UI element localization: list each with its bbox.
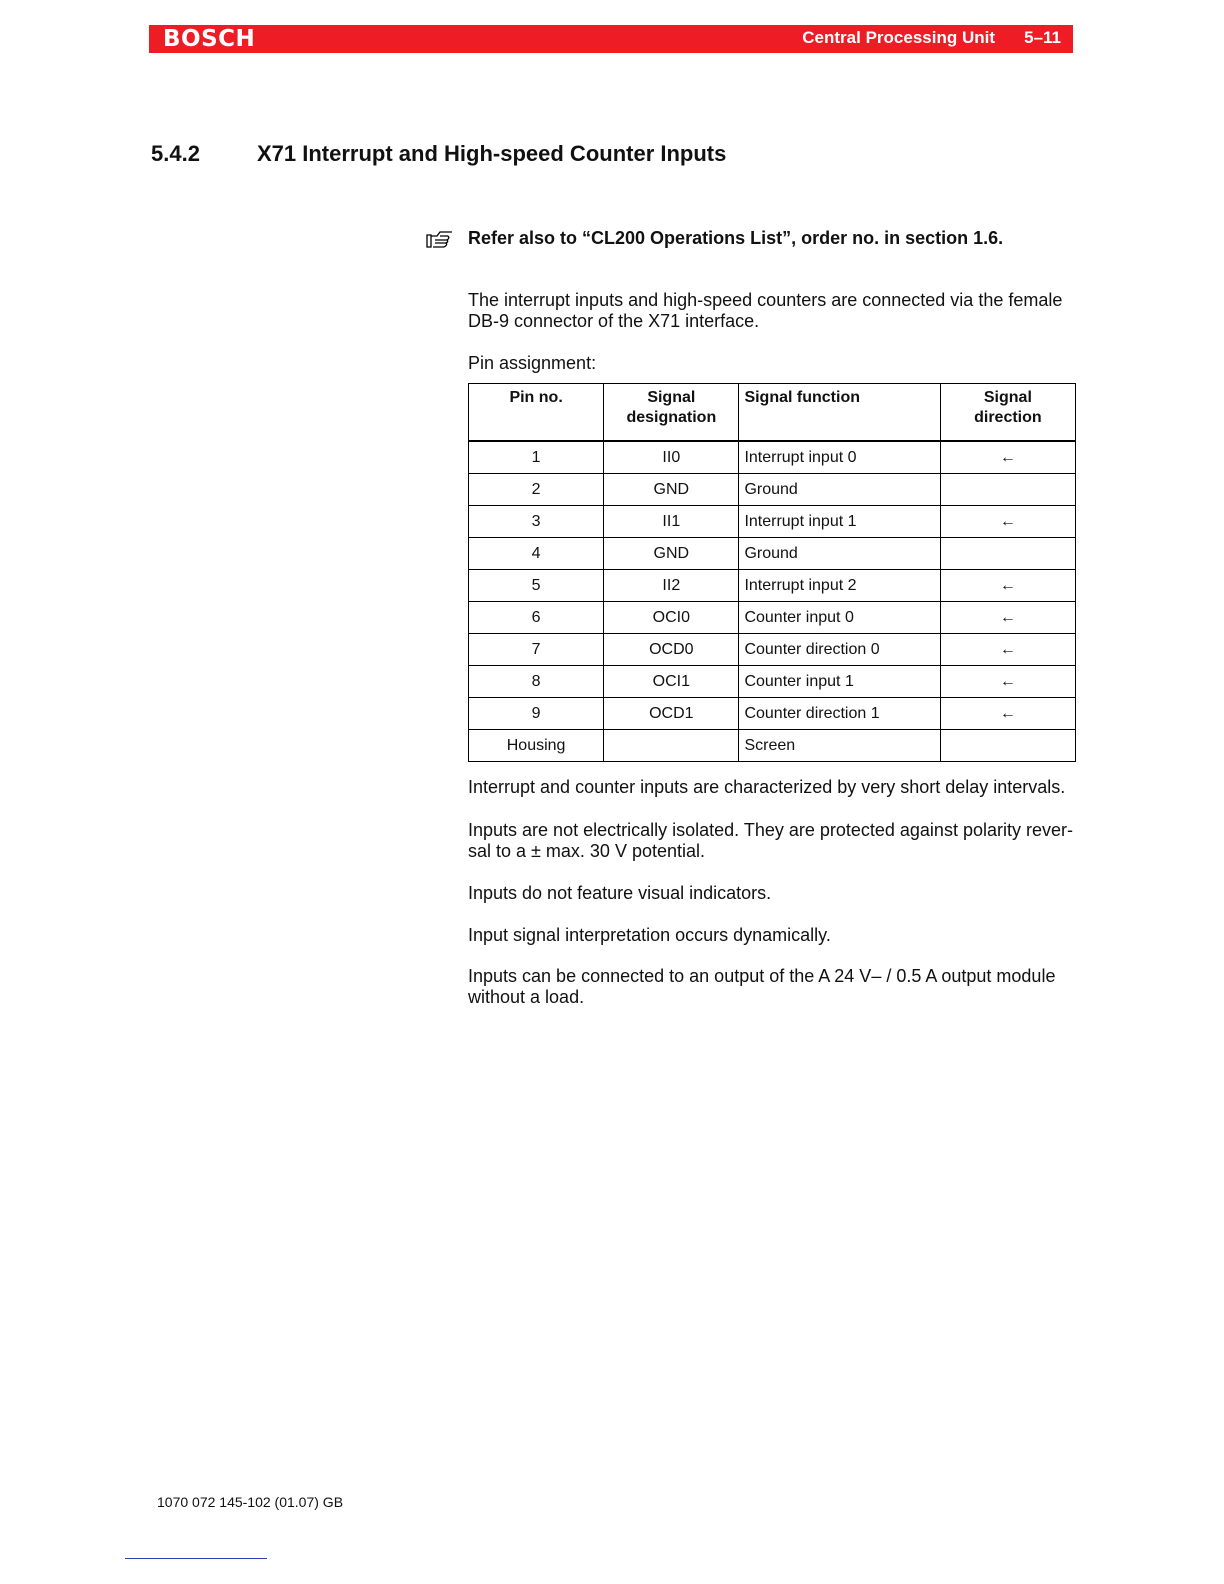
intro-paragraph bbox=[468, 290, 1078, 332]
note-text: Refer also to “CL200 Operations List”, order no. in section 1.6. bbox=[468, 228, 1004, 248]
pin-assignment-table bbox=[468, 383, 1076, 762]
header-direction-line-1: Signal bbox=[983, 389, 1032, 406]
header-designation-line-1: Signal bbox=[647, 389, 696, 406]
pin-cell: 1 bbox=[469, 441, 604, 474]
body-paragraph-1: Interrupt and counter inputs are characterized by very short delay intervals. bbox=[468, 777, 1066, 797]
designation-cell: OCI1 bbox=[604, 666, 739, 698]
footer-divider bbox=[125, 1558, 267, 1559]
table-header-row bbox=[469, 384, 1076, 442]
function-cell: Counter direction 1 bbox=[739, 698, 940, 730]
pin-cell: 3 bbox=[469, 506, 604, 538]
function-cell: Interrupt input 2 bbox=[739, 570, 940, 602]
table-row bbox=[469, 602, 1076, 634]
direction-arrow-icon: ← bbox=[940, 634, 1075, 666]
brand-logo: BOSCH bbox=[163, 26, 256, 52]
header-direction-line-2: direction bbox=[974, 409, 1042, 426]
function-cell: Counter direction 0 bbox=[739, 634, 940, 666]
pin-cell: 5 bbox=[469, 570, 604, 602]
designation-cell: II1 bbox=[604, 506, 739, 538]
pin-assignment-label: Pin assignment: bbox=[468, 353, 597, 373]
function-cell: Counter input 0 bbox=[739, 602, 940, 634]
table-row bbox=[469, 730, 1076, 762]
intro-line-1: The interrupt inputs and high-speed counters are connected via the female bbox=[468, 290, 1063, 310]
header-signal-designation bbox=[604, 384, 739, 442]
pin-cell: 6 bbox=[469, 602, 604, 634]
section-number: 5.4.2 bbox=[151, 141, 200, 166]
direction-arrow-icon: ← bbox=[940, 666, 1075, 698]
direction-cell bbox=[940, 474, 1075, 506]
pin-cell: 9 bbox=[469, 698, 604, 730]
designation-cell: OCD1 bbox=[604, 698, 739, 730]
footer-document-code: 1070 072 145-102 (01.07) GB bbox=[157, 1494, 344, 1510]
header-bar bbox=[149, 25, 1073, 53]
function-cell: Interrupt input 1 bbox=[739, 506, 940, 538]
header-section-title: Central Processing Unit bbox=[802, 28, 995, 47]
table-row bbox=[469, 634, 1076, 666]
table-row bbox=[469, 474, 1076, 506]
table-row bbox=[469, 570, 1076, 602]
body-paragraph-5 bbox=[468, 966, 1078, 1008]
function-cell: Ground bbox=[739, 538, 940, 570]
direction-cell bbox=[940, 730, 1075, 762]
function-cell: Counter input 1 bbox=[739, 666, 940, 698]
table-row bbox=[469, 666, 1076, 698]
designation-cell: GND bbox=[604, 474, 739, 506]
designation-cell: GND bbox=[604, 538, 739, 570]
function-cell: Interrupt input 0 bbox=[739, 441, 940, 474]
pin-cell: 8 bbox=[469, 666, 604, 698]
body-paragraph-3: Inputs do not feature visual indicators. bbox=[468, 883, 772, 903]
direction-arrow-icon: ← bbox=[940, 698, 1075, 730]
direction-arrow-icon: ← bbox=[940, 506, 1075, 538]
designation-cell bbox=[604, 730, 739, 762]
direction-arrow-icon: ← bbox=[940, 602, 1075, 634]
direction-arrow-icon: ← bbox=[940, 570, 1075, 602]
header-designation-line-2: designation bbox=[626, 409, 717, 426]
body-p2-line-2: sal to a ± max. 30 V potential. bbox=[468, 841, 706, 861]
designation-cell: II0 bbox=[604, 441, 739, 474]
table-row bbox=[469, 441, 1076, 474]
body-p2-line-1: Inputs are not electrically isolated. They are protected against polarity rever- bbox=[468, 820, 1073, 840]
body-p5-line-1: Inputs can be connected to an output of the A 24 V– / 0.5 A output module bbox=[468, 966, 1056, 986]
pin-cell: 7 bbox=[469, 634, 604, 666]
table-row bbox=[469, 538, 1076, 570]
table-row bbox=[469, 506, 1076, 538]
pointing-hand-icon bbox=[425, 229, 453, 249]
header-signal-direction bbox=[940, 384, 1075, 442]
function-cell: Ground bbox=[739, 474, 940, 506]
body-paragraph-4: Input signal interpretation occurs dynamically. bbox=[468, 925, 831, 945]
direction-cell bbox=[940, 538, 1075, 570]
pin-cell: 4 bbox=[469, 538, 604, 570]
designation-cell: OCI0 bbox=[604, 602, 739, 634]
designation-cell: OCD0 bbox=[604, 634, 739, 666]
header-signal-function: Signal function bbox=[739, 384, 940, 442]
section-title: X71 Interrupt and High-speed Counter Inputs bbox=[257, 141, 727, 166]
intro-line-2: DB-9 connector of the X71 interface. bbox=[468, 311, 760, 331]
pin-cell: Housing bbox=[469, 730, 604, 762]
header-page-number: 5–11 bbox=[1024, 28, 1061, 47]
body-p5-line-2: without a load. bbox=[468, 987, 585, 1007]
function-cell: Screen bbox=[739, 730, 940, 762]
pin-cell: 2 bbox=[469, 474, 604, 506]
body-paragraph-2 bbox=[468, 820, 1078, 862]
direction-arrow-icon: ← bbox=[940, 441, 1075, 474]
designation-cell: II2 bbox=[604, 570, 739, 602]
table-row bbox=[469, 698, 1076, 730]
header-pin-no: Pin no. bbox=[469, 384, 604, 442]
